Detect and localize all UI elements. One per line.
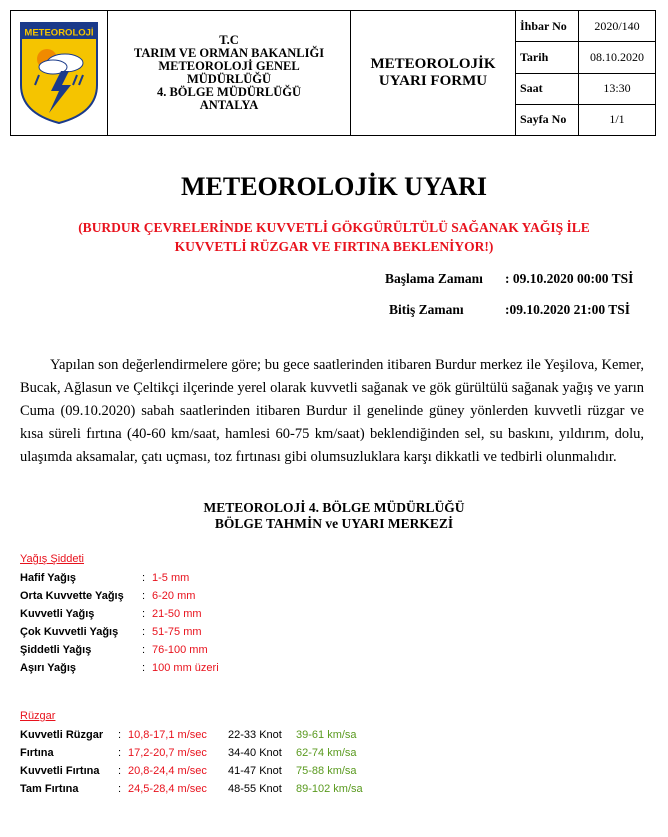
rain-row [20,624,202,640]
rain-row [20,570,189,586]
info-label: Sayfa No [516,105,579,135]
wind-row [20,745,357,761]
wind-label: Tam Fırtına [20,783,79,795]
form-title [351,11,516,135]
separator: : [142,626,146,638]
wind-row [20,763,357,779]
rain-label: Orta Kuvvette Yağış [20,590,124,602]
office-signature [0,500,668,532]
page-title: METEOROLOJİK UYARI [180,172,488,201]
rain-label: Aşırı Yağış [20,662,77,674]
wind-kmh: 39-61 km/sa [296,729,357,741]
wind-label: Fırtına [20,747,54,759]
warning-body-text: Yapılan son değerlendirmelere göre; bu gece saatlerinden itibaren Burdur merkez ile Yeşilova, Kemer, Bucak, Ağlasun ve Çeltikçi ilçerinde yerel olarak kuvvetli sağanak ve gök gürültülü sağanak yağış ve yarın Cuma (09.10.2020) sabah saatlerinden itibaren Burdur il genelinde güney yönlerden kuvvetli rüzgar ve kısa süreli fırtına (40-60 km/saat, hamlesi 60-75 km/saat) beklendiğinden sel, su baskını, yıldırım, dolu, ulaşımda aksamalar, çatı uçması, toz fırtınası gibi olumsuzluklara karşı dikkatli ve tedbirli olunmalıdır. [20,357,644,465]
org-line: 4. BÖLGE MÜDÜRLÜĞÜ [156,85,302,99]
rain-row [20,642,208,658]
info-value: 2020/140 [594,18,640,33]
end-time-value: :09.10.2020 21:00 TSİ [505,302,631,317]
info-row-tarih [516,42,655,73]
rain-label: Hafif Yağış [20,572,77,584]
org-line: ANTALYA [199,98,259,112]
wind-ms: 10,8-17,1 m/sec [128,729,207,741]
wind-kmh: 89-102 km/sa [296,783,363,795]
org-line: METEOROLOJİ GENEL [158,59,300,73]
info-row-sayfa [516,105,655,135]
warning-subtitle [40,218,628,256]
wind-kmh: 75-88 km/sa [296,765,357,777]
separator: : [142,644,146,656]
start-time-value: : 09.10.2020 00:00 TSİ [505,271,634,286]
info-value: 08.10.2020 [590,49,644,64]
office-line: METEOROLOJİ 4. BÖLGE MÜDÜRLÜĞÜ [203,500,465,515]
separator: : [118,765,122,777]
rain-value: 1-5 mm [152,572,190,584]
wind-row [20,727,357,743]
subtitle-line: KUVVETLİ RÜZGAR VE FIRTINA BEKLENİYOR!) [174,239,494,254]
wind-label: Kuvvetli Fırtına [20,765,100,777]
wind-title: Rüzgar [20,710,56,722]
separator: : [142,572,146,584]
wind-row [20,781,363,797]
svg-text:METEOROLOJİ: METEOROLOJİ [24,27,94,39]
wind-knot: 22-33 Knot [228,729,282,741]
separator: : [118,729,122,741]
wind-label: Kuvvetli Rüzgar [20,729,104,741]
rain-intensity-title: Yağış Şiddeti [20,553,85,565]
info-row-saat [516,74,655,105]
separator: : [142,662,146,674]
info-value: 1/1 [609,112,625,127]
wind-kmh: 62-74 km/sa [296,747,357,759]
rain-value: 21-50 mm [152,608,202,620]
separator: : [118,747,122,759]
wind-knot: 34-40 Knot [228,747,282,759]
info-table [516,11,655,135]
subtitle-line: (BURDUR ÇEVRELERİNDE KUVVETLİ GÖKGÜRÜLTÜLÜ SAĞANAK YAĞIŞ İLE [78,220,590,235]
separator: : [142,608,146,620]
org-line: T.C [219,33,239,47]
form-title-line: METEOROLOJİK [370,56,496,72]
rain-label: Kuvvetli Yağış [20,608,95,620]
rain-value: 100 mm üzeri [152,662,219,674]
separator: : [118,783,122,795]
wind-knot: 48-55 Knot [228,783,282,795]
office-line: BÖLGE TAHMİN ve UYARI MERKEZİ [214,516,454,531]
org-line: MÜDÜRLÜĞÜ [186,72,272,86]
form-header [10,10,656,136]
wind-ms: 20,8-24,4 m/sec [128,765,207,777]
rain-value: 76-100 mm [152,644,208,656]
meteoroloji-logo [19,21,99,125]
rain-row [20,606,202,622]
rain-label: Çok Kuvvetli Yağış [20,626,119,638]
info-row-ihbar [516,11,655,42]
end-time-label: Bitiş Zamanı [389,302,464,317]
info-label: Saat [516,74,579,104]
rain-value: 51-75 mm [152,626,202,638]
start-time-label: Başlama Zamanı [385,271,483,286]
rain-label: Şiddetli Yağış [20,644,92,656]
logo-cell [11,11,108,135]
rain-row [20,588,195,604]
rain-row [20,660,219,676]
info-label: Tarih [516,42,579,72]
wind-knot: 41-47 Knot [228,765,282,777]
separator: : [142,590,146,602]
org-line: TARIM VE ORMAN BAKANLIĞI [133,46,325,60]
rain-value: 6-20 mm [152,590,196,602]
organization-block [108,11,351,135]
form-title-line: UYARI FORMU [378,73,488,89]
wind-ms: 17,2-20,7 m/sec [128,747,207,759]
info-value: 13:30 [603,81,631,96]
wind-ms: 24,5-28,4 m/sec [128,783,207,795]
warning-body [20,354,644,469]
info-label: İhbar No [516,11,579,41]
